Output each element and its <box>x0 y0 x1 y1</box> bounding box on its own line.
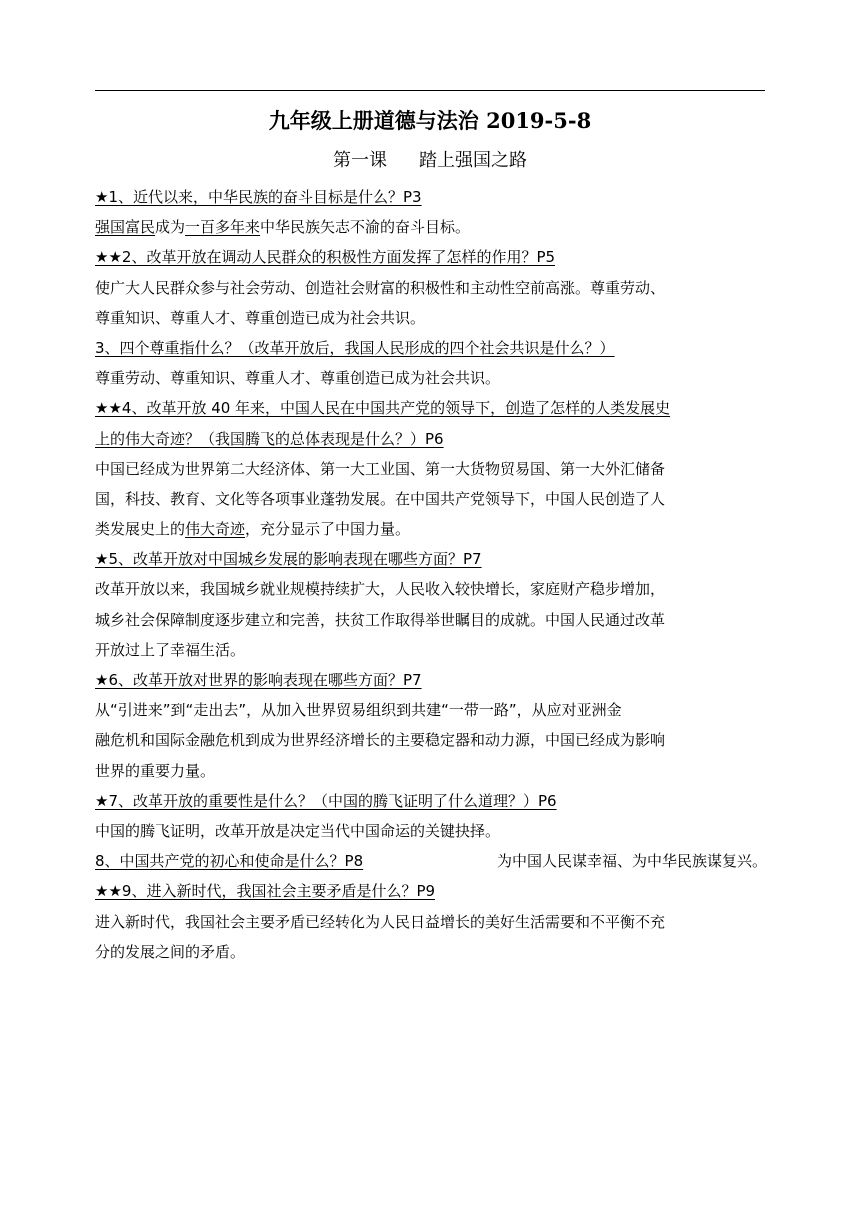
lesson-number: 第一课 <box>333 150 387 171</box>
answer-1-keyword-2: 一百多年来 <box>185 218 261 237</box>
lesson-heading <box>0 146 860 176</box>
answer-7: 中国的腾飞证明，改革开放是决定当代中国命运的关键抉择。 <box>95 821 501 840</box>
question-8: 8、中国共产党的初心和使命是什么？P8 <box>95 852 364 871</box>
answer-4-text-2: ，充分显示了中国力量。 <box>245 520 411 539</box>
answer-5-line-2: 城乡社会保障制度逐步建立和完善，扶贫工作取得举世瞩目的成就。中国人民通过改革 <box>95 610 666 629</box>
page-title: 九年级上册道德与法治 2019-5-8 <box>268 108 592 133</box>
question-4-line-1: ★★4、改革开放 40 年来，中国人民在中国共产党的领导下，创造了怎样的人类发展史 <box>95 399 671 418</box>
answer-1-keyword-1: 强国富民 <box>95 218 156 237</box>
question-1: ★1、近代以来，中华民族的奋斗目标是什么？P3 <box>95 188 422 206</box>
answer-9-line-1: 进入新时代，我国社会主要矛盾已经转化为人民日益增长的美好生活需要和不平衡不充 <box>95 912 666 931</box>
answer-4-keyword: 伟大奇迹 <box>185 520 246 539</box>
answer-3: 尊重劳动、尊重知识、尊重人才、尊重创造已成为社会共识。 <box>95 369 501 388</box>
answer-1-text-2: 中华民族矢志不渝的奋斗目标。 <box>260 218 471 237</box>
question-9: ★★9、进入新时代，我国社会主要矛盾是什么？P9 <box>95 882 436 901</box>
question-3: 3、四个尊重指什么？（改革开放后，我国人民形成的四个社会共识是什么？） <box>95 338 615 357</box>
answer-6-line-2: 融危机和国际金融危机到成为世界经济增长的主要稳定器和动力源，中国已经成为影响 <box>95 731 666 750</box>
answer-2-line-1: 使广大人民群众参与社会劳动、创造社会财富的积极性和主动性空前高涨。尊重劳动、 <box>95 278 666 297</box>
answer-1 <box>95 212 767 242</box>
question-5: ★5、改革开放对中国城乡发展的影响表现在哪些方面？P7 <box>95 550 482 569</box>
question-8-row <box>95 846 767 876</box>
answer-4-text-1: 类发展史上的 <box>95 520 186 539</box>
question-7: ★7、改革开放的重要性是什么？（中国的腾飞证明了什么道理？）P6 <box>95 791 557 810</box>
question-4-line-2: 上的伟大奇迹？（我国腾飞的总体表现是什么？）P6 <box>95 429 444 448</box>
answer-9-line-2: 分的发展之间的矛盾。 <box>95 942 246 961</box>
question-6: ★6、改革开放对世界的影响表现在哪些方面？P7 <box>95 671 422 689</box>
answer-4-line-2: 国，科技、教育、文化等各项事业蓬勃发展。在中国共产党领导下，中国人民创造了人 <box>95 489 666 508</box>
question-2: ★★2、改革开放在调动人民群众的积极性方面发挥了怎样的作用？P5 <box>95 248 556 267</box>
answer-5-line-3: 开放过上了幸福生活。 <box>95 640 246 659</box>
answer-6-line-3: 世界的重要力量。 <box>95 761 216 780</box>
answer-4-line-1: 中国已经成为世界第二大经济体、第一大工业国、第一大货物贸易国、第一大外汇储备 <box>95 459 666 478</box>
answer-2-line-2: 尊重知识、尊重人才、尊重创造已成为社会共识。 <box>95 308 426 327</box>
answer-1-text-1: 成为 <box>155 218 186 237</box>
lesson-name: 踏上强国之路 <box>419 150 527 171</box>
answer-5-line-1: 改革开放以来，我国城乡就业规模持续扩大，人民收入较快增长，家庭财产稳步增加， <box>95 580 666 599</box>
answer-4-line-3 <box>95 514 767 544</box>
answer-6-line-1: 从“引进来”到“走出去”，从加入世界贸易组织到共建“一带一路”，从应对亚洲金 <box>95 701 622 720</box>
qa-list <box>95 182 767 967</box>
answer-8: 为中国人民谋幸福、为中华民族谋复兴。 <box>496 852 767 871</box>
header-rule <box>95 90 765 91</box>
